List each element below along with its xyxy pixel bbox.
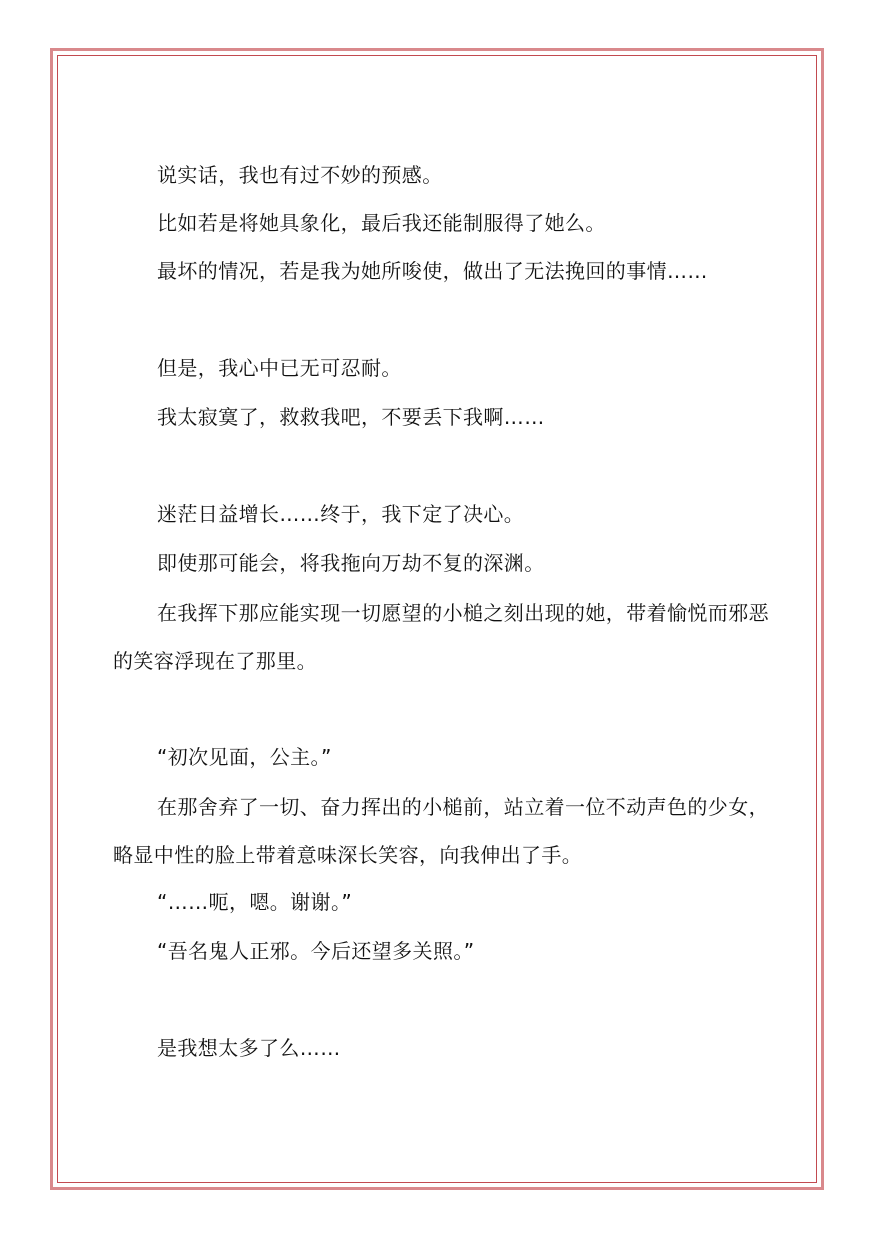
paragraph-2: 比如若是将她具象化，最后我还能制服得了她么。	[157, 211, 606, 235]
paragraph-12: “吾名鬼人正邪。今后还望多关照。”	[157, 939, 475, 963]
paragraph-6: 迷茫日益增长……终于，我下定了决心。	[157, 502, 525, 526]
paragraph-13: 是我想太多了么……	[157, 1036, 341, 1060]
paragraph-9: “初次见面，公主。”	[157, 745, 332, 769]
paragraph-1: 说实话，我也有过不妙的预感。	[157, 163, 443, 187]
paragraph-7: 即使那可能会，将我拖向万劫不复的深渊。	[157, 551, 545, 575]
paragraph-8: 在我挥下那应能实现一切愿望的小槌之刻出现的她，带着愉悦而邪恶的笑容浮现在了那里。	[113, 601, 769, 673]
paragraph-10: 在那舍弃了一切、奋力挥出的小槌前，站立着一位不动声色的少女，略显中性的脸上带着意味深长笑容，向我伸出了手。	[113, 795, 769, 867]
paragraph-4: 但是，我心中已无可忍耐。	[157, 356, 402, 380]
paragraph-5: 我太寂寞了，救救我吧，不要丢下我啊……	[157, 405, 545, 429]
paragraph-11: “……呃，嗯。谢谢。”	[157, 890, 353, 914]
paragraph-3: 最坏的情况，若是我为她所唆使，做出了无法挽回的事情……	[157, 259, 708, 283]
